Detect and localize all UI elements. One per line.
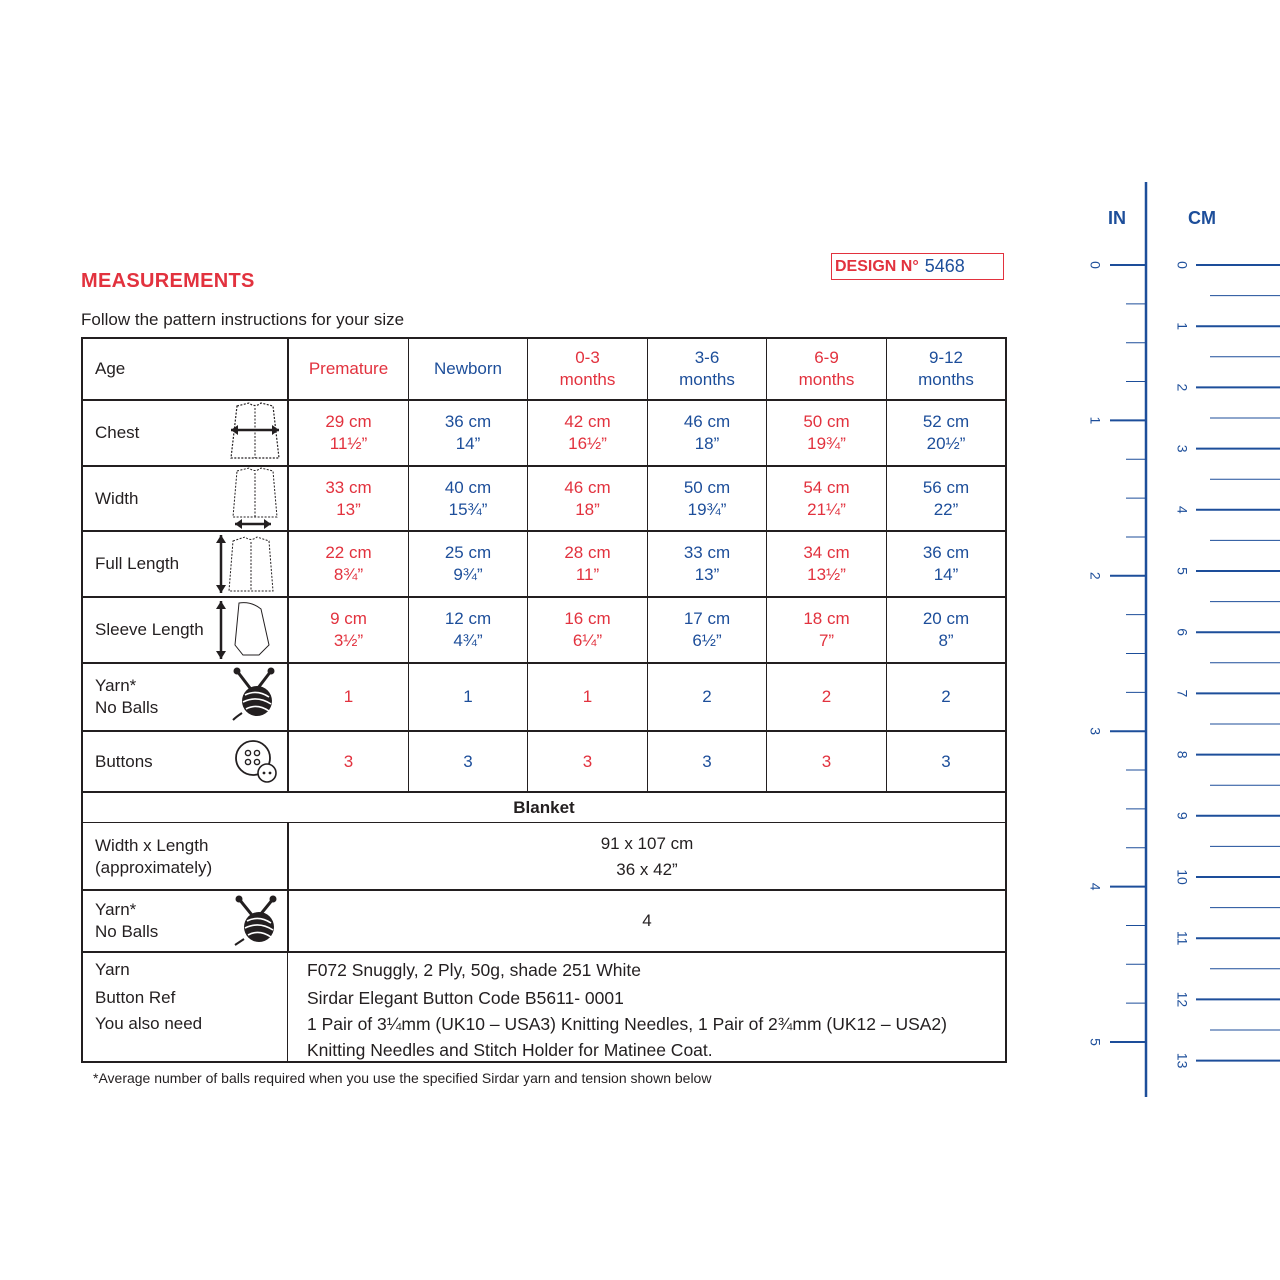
- measurement-value: 14”: [933, 565, 959, 584]
- inch-label: 3: [1087, 727, 1104, 736]
- measurement-value: 11”: [575, 565, 600, 584]
- measurement-value: 40 cm: [444, 477, 492, 497]
- measurement-value: 22 cm: [325, 543, 372, 562]
- size-header-line: Premature: [308, 359, 389, 378]
- row-label: [95, 732, 153, 791]
- size-header-3-6: [648, 339, 766, 399]
- measurement-value: 9¾”: [453, 565, 483, 584]
- size-header-line: 6-9: [814, 348, 839, 367]
- row-label: [95, 664, 158, 730]
- size-header-newborn: [409, 339, 527, 399]
- row-label-text: Yarn*: [95, 676, 137, 695]
- measurement-value: 2: [941, 687, 951, 706]
- cm-label: 11: [1174, 930, 1191, 946]
- measurement-cell: [528, 532, 647, 596]
- size-header-0-3: [528, 339, 647, 399]
- measurement-value: 9 cm: [330, 609, 367, 628]
- sleeve-length-icon: [215, 599, 277, 666]
- measurement-cell: [289, 664, 408, 730]
- materials-button-value: Sirdar Elegant Button Code B5611- 0001: [307, 988, 624, 1008]
- size-header-9-12: [887, 339, 1005, 399]
- measurement-value: 3: [941, 751, 951, 771]
- measurement-value: 4¾”: [453, 631, 483, 650]
- measurement-value: 11½”: [329, 434, 368, 453]
- materials-values: [307, 957, 947, 1063]
- measurement-value: 56 cm: [922, 477, 970, 497]
- measurement-cell: [767, 598, 886, 662]
- blanket-size-cm: 91 x 107 cm: [600, 833, 694, 853]
- measurement-value: 21¼”: [807, 499, 846, 519]
- measurement-value: 12 cm: [444, 609, 492, 628]
- measurement-value: 28 cm: [564, 543, 611, 562]
- size-header-line: 3-6: [694, 348, 720, 367]
- measurement-cell: [289, 598, 408, 662]
- size-header-line: months: [918, 370, 974, 389]
- blanket-size-label-line1: Width x Length: [95, 835, 209, 855]
- measurement-cell: [528, 732, 647, 791]
- measurement-value: 20 cm: [922, 609, 970, 628]
- measurement-value: 1: [343, 687, 354, 706]
- page-subtitle: Follow the pattern instructions for your size: [81, 310, 405, 329]
- measurement-value: 33 cm: [683, 543, 731, 562]
- measurement-value: 46 cm: [683, 412, 731, 431]
- design-number-box: [831, 253, 1004, 280]
- inch-label: 2: [1087, 571, 1104, 580]
- measurement-value: 3: [463, 751, 473, 771]
- measurement-cell: [289, 732, 408, 791]
- design-number: 5468: [924, 256, 965, 276]
- measurement-value: 52 cm: [922, 412, 970, 431]
- yarn-ball-icon: [233, 895, 281, 952]
- measurement-value: 6¼”: [572, 631, 603, 650]
- measurement-value: 34 cm: [803, 543, 850, 562]
- measurement-cell: [887, 664, 1005, 730]
- cm-label: 0: [1174, 261, 1191, 269]
- materials-yarn-label: Yarn: [95, 960, 130, 979]
- row-label-text: Width: [95, 488, 139, 508]
- row-label-text: Sleeve Length: [95, 620, 204, 639]
- measurement-value: 18”: [694, 434, 720, 453]
- size-header-premature: [289, 339, 408, 399]
- measurement-value: 2: [821, 687, 832, 706]
- cm-label: 12: [1174, 991, 1191, 1008]
- measurement-cell: [528, 467, 647, 530]
- measurement-value: 3: [582, 751, 593, 771]
- cm-label: 8: [1174, 750, 1191, 759]
- measurement-value: 18 cm: [803, 609, 850, 628]
- measurement-cell: [767, 732, 886, 791]
- cm-label: 3: [1174, 444, 1191, 453]
- size-header-line: months: [679, 370, 735, 389]
- measurement-value: 19¾”: [687, 499, 727, 519]
- measurement-cell: [648, 598, 766, 662]
- measurement-cell: [409, 732, 527, 791]
- row-label-text: Chest: [95, 423, 140, 442]
- inch-label: 5: [1087, 1038, 1104, 1046]
- row-label: [95, 598, 204, 662]
- measurement-cell: [767, 401, 886, 465]
- measurement-value: 2: [702, 687, 712, 706]
- measurement-cell: [528, 664, 647, 730]
- row-label-text: Buttons: [95, 751, 153, 771]
- cm-label: 7: [1174, 689, 1191, 698]
- measurement-cell: [528, 598, 647, 662]
- materials-yarn-value: F072 Snuggly, 2 Ply, 50g, shade 251 White: [307, 960, 642, 980]
- design-label: DESIGN N°: [835, 257, 919, 275]
- blanket-yarn-label-line2: No Balls: [95, 922, 159, 941]
- materials-button-label: Button Ref: [95, 988, 176, 1007]
- measurement-cell: [528, 401, 647, 465]
- measurement-cell: [289, 467, 408, 530]
- blanket-size-value: [289, 824, 1005, 889]
- size-header-line: months: [798, 370, 855, 389]
- cardigan-chest-icon: [227, 400, 283, 467]
- measurement-value: 33 cm: [325, 477, 372, 497]
- measurement-value: 20½”: [926, 434, 966, 453]
- blanket-size-label: [95, 824, 212, 889]
- measurement-cell: [409, 532, 527, 596]
- cardigan-width-icon: [227, 467, 283, 534]
- button-icon: [233, 738, 281, 791]
- measurement-cell: [648, 467, 766, 530]
- cm-label: 9: [1174, 811, 1191, 820]
- blanket-yarn-label-line1: Yarn*: [95, 900, 137, 919]
- measurement-value: 22”: [933, 499, 959, 519]
- measurement-cell: [767, 664, 886, 730]
- materials-need-value-line1: 1 Pair of 3¼mm (UK10 – USA3) Knitting Needles, 1 Pair of 2¾mm (UK12 – USA2): [307, 1014, 947, 1034]
- measurement-cell: [648, 532, 766, 596]
- cm-label: 6: [1174, 628, 1191, 637]
- cm-label: 1: [1174, 322, 1191, 331]
- measurement-value: 14”: [455, 434, 481, 453]
- measurement-value: 46 cm: [564, 477, 611, 497]
- blanket-yarn-label: [95, 891, 158, 951]
- measurement-value: 36 cm: [922, 543, 970, 562]
- measurement-value: 7”: [818, 631, 835, 650]
- measurement-cell: [648, 664, 766, 730]
- row-label-text-line2: No Balls: [95, 698, 159, 717]
- inch-label: 1: [1087, 416, 1104, 425]
- size-header-line: Newborn: [433, 359, 503, 378]
- blanket-heading: Blanket: [513, 797, 575, 817]
- measurement-value: 36 cm: [444, 412, 492, 431]
- measuring-ruler: [1060, 180, 1280, 1110]
- measurement-cell: [887, 732, 1005, 791]
- measurement-cell: [409, 664, 527, 730]
- measurement-value: 13½”: [807, 565, 846, 584]
- ruler-cm-header: CM: [1188, 208, 1216, 228]
- measurement-cell: [648, 401, 766, 465]
- measurement-value: 8¾”: [333, 565, 364, 584]
- measurement-value: 17 cm: [683, 609, 731, 628]
- measurement-cell: [887, 401, 1005, 465]
- measurement-cell: [767, 467, 886, 530]
- row-label: [95, 467, 138, 530]
- materials-labels: [95, 957, 202, 1037]
- measurement-value: 13”: [336, 499, 361, 519]
- measurement-value: 8”: [938, 631, 954, 650]
- size-header-line: 0-3: [575, 348, 600, 367]
- measurement-cell: [409, 467, 527, 530]
- measurement-value: 3: [821, 751, 832, 771]
- ruler-scale: [1060, 180, 1280, 1110]
- inch-label: 4: [1087, 882, 1104, 891]
- row-label: [95, 532, 179, 596]
- measurement-value: 1: [463, 687, 473, 706]
- measurement-cell: [767, 532, 886, 596]
- measurement-cell: [289, 401, 408, 465]
- blanket-yarn-balls: 4: [642, 911, 652, 930]
- measurement-value: 18”: [575, 499, 600, 519]
- cm-label: 2: [1174, 383, 1191, 392]
- measurement-value: 42 cm: [564, 412, 611, 431]
- page-title: MEASUREMENTS: [81, 270, 255, 292]
- size-header-6-9: [767, 339, 886, 399]
- cm-label: 4: [1174, 505, 1191, 514]
- cm-label: 13: [1174, 1052, 1191, 1069]
- size-header-line: 9-12: [928, 348, 964, 367]
- measurement-value: 3: [702, 751, 712, 771]
- measurement-value: 3½”: [333, 631, 364, 650]
- measurement-value: 19¾”: [807, 434, 846, 453]
- age-label: Age: [95, 359, 126, 378]
- blanket-size-in: 36 x 42”: [616, 859, 678, 879]
- measurement-cell: [289, 532, 408, 596]
- measurement-value: 3: [343, 751, 354, 771]
- row-label: [95, 401, 139, 465]
- measurement-value: 25 cm: [444, 543, 492, 562]
- size-header-line: months: [559, 370, 616, 389]
- blanket-size-label-line2: (approximately): [95, 857, 213, 877]
- materials-need-value-line2: Knitting Needles and Stitch Holder for Matinee Coat.: [307, 1040, 713, 1060]
- measurements-table: [81, 337, 1007, 1063]
- measurement-value: 29 cm: [325, 412, 372, 431]
- measurement-cell: [409, 401, 527, 465]
- measurement-value: 50 cm: [803, 412, 850, 431]
- measurement-value: 50 cm: [683, 477, 731, 497]
- measurement-value: 13”: [694, 565, 720, 584]
- measurement-value: 6½”: [692, 631, 722, 650]
- measurement-cell: [648, 732, 766, 791]
- cm-label: 10: [1174, 869, 1191, 885]
- cardigan-length-icon: [215, 533, 277, 600]
- row-label-text: Full Length: [95, 554, 180, 573]
- measurement-value: 16 cm: [564, 609, 611, 628]
- measurement-value: 16½”: [568, 434, 607, 453]
- inch-label: 0: [1087, 261, 1104, 269]
- materials-need-label: You also need: [95, 1014, 203, 1033]
- measurement-cell: [887, 598, 1005, 662]
- footnote: *Average number of balls required when you use the specified Sirdar yarn and tension shown below: [93, 1070, 712, 1086]
- measurement-value: 54 cm: [803, 477, 850, 497]
- yarn-ball-icon: [231, 667, 279, 728]
- measurement-cell: [887, 467, 1005, 530]
- cm-label: 5: [1174, 567, 1191, 575]
- ruler-inch-header: IN: [1108, 208, 1126, 228]
- measurement-cell: [409, 598, 527, 662]
- measurement-cell: [887, 532, 1005, 596]
- measurement-value: 1: [582, 687, 593, 706]
- measurement-value: 15¾”: [448, 499, 488, 519]
